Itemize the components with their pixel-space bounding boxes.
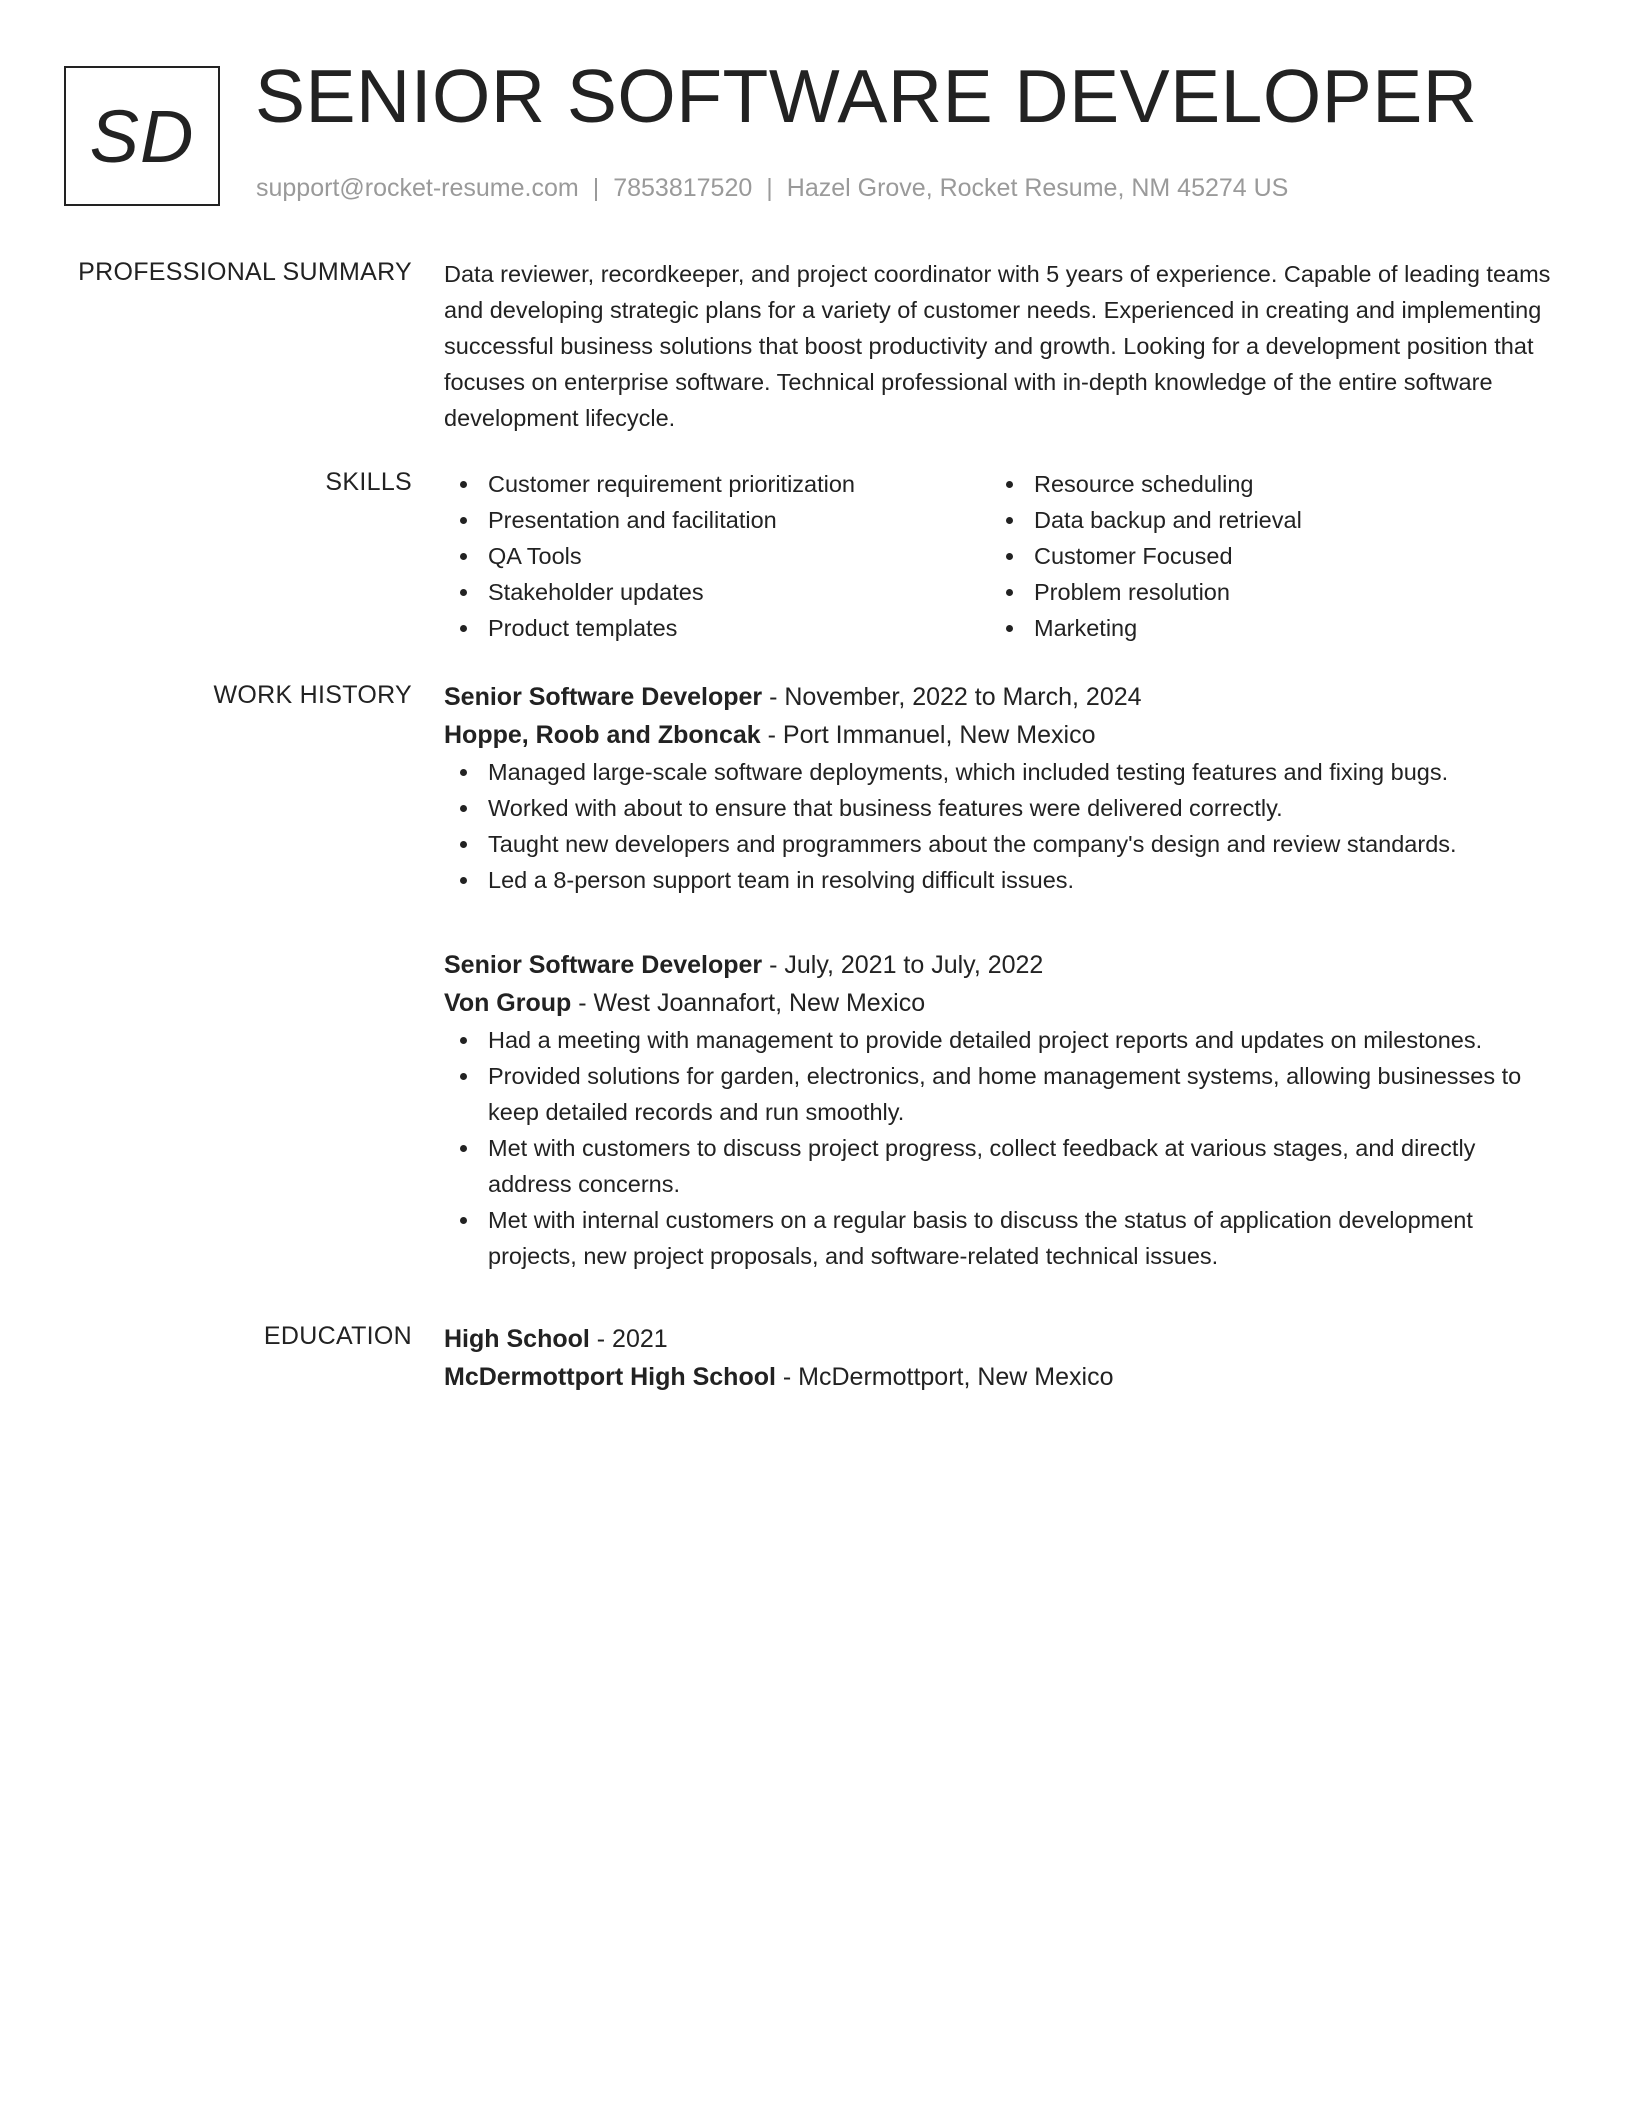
job-bullet: Led a 8-person support team in resolving difficult issues.: [444, 862, 1554, 898]
contact-line: [256, 174, 1288, 203]
education-year: - 2021: [589, 1325, 668, 1353]
skill-item: Resource scheduling: [990, 466, 1536, 502]
skill-item: Customer requirement prioritization: [444, 466, 990, 502]
skill-item: Customer Focused: [990, 538, 1536, 574]
job-role: Senior Software Developer: [444, 683, 763, 711]
job-bullet: Met with customers to discuss project progress, collect feedback at various stages, and directly address concerns.: [444, 1130, 1554, 1202]
skill-item: Problem resolution: [990, 574, 1536, 610]
job-bullet: Worked with about to ensure that business features were delivered correctly.: [444, 790, 1554, 826]
education-degree: High School: [444, 1325, 590, 1353]
skill-item: Marketing: [990, 610, 1536, 646]
job-bullets: [444, 1022, 1554, 1274]
job-bullet: Had a meeting with management to provide detailed project reports and updates on milestones.: [444, 1022, 1554, 1058]
skills-section: [444, 466, 1554, 646]
education-school: McDermottport High School: [444, 1363, 776, 1391]
skills-list-right: [990, 466, 1536, 646]
page-title: SENIOR SOFTWARE DEVELOPER: [255, 54, 1478, 138]
education-degree-line: [444, 1320, 1554, 1358]
contact-email: support@rocket-resume.com: [256, 174, 579, 202]
job-entry: [444, 678, 1554, 898]
education-section: [444, 1320, 1554, 1396]
job-bullet: Provided solutions for garden, electronics, and home management systems, allowing businesses to keep detailed records and run smoothly.: [444, 1058, 1554, 1130]
job-location: - Port Immanuel, New Mexico: [760, 721, 1096, 749]
job-title-line: [444, 678, 1554, 716]
skills-label: SKILLS: [325, 468, 412, 496]
job-bullet: Taught new developers and programmers about the company's design and review standards.: [444, 826, 1554, 862]
skill-item: QA Tools: [444, 538, 990, 574]
monogram-box: [64, 66, 220, 206]
job-company-line: [444, 716, 1554, 754]
education-school-line: [444, 1358, 1554, 1396]
job-bullet: Met with internal customers on a regular basis to discuss the status of application development projects, new project proposals, and software-related technical issues.: [444, 1202, 1554, 1274]
summary-section: [444, 256, 1554, 436]
contact-separator: |: [766, 174, 773, 202]
job-title-line: [444, 946, 1554, 984]
skill-item: Product templates: [444, 610, 990, 646]
skill-item: Stakeholder updates: [444, 574, 990, 610]
job-bullets: [444, 754, 1554, 898]
job-dates: - November, 2022 to March, 2024: [762, 683, 1142, 711]
summary-label: PROFESSIONAL SUMMARY: [78, 258, 412, 286]
skill-item: Data backup and retrieval: [990, 502, 1536, 538]
job-dates: - July, 2021 to July, 2022: [762, 951, 1044, 979]
monogram: SD: [89, 94, 195, 178]
education-label: EDUCATION: [263, 1322, 412, 1350]
job-location: - West Joannafort, New Mexico: [571, 989, 926, 1017]
education-location: - McDermottport, New Mexico: [775, 1363, 1114, 1391]
job-bullet: Managed large-scale software deployments, which included testing features and fixing bugs.: [444, 754, 1554, 790]
contact-phone: 7853817520: [613, 174, 753, 202]
work-history-label: WORK HISTORY: [213, 681, 412, 709]
job-company: Hoppe, Roob and Zboncak: [444, 721, 761, 749]
skills-grid: [444, 466, 1554, 646]
contact-separator: |: [592, 174, 600, 202]
job-role: Senior Software Developer: [444, 951, 763, 979]
skill-item: Presentation and facilitation: [444, 502, 990, 538]
job-entry: [444, 946, 1554, 1274]
job-company-line: [444, 984, 1554, 1022]
job-company: Von Group: [444, 989, 572, 1017]
contact-address: Hazel Grove, Rocket Resume, NM 45274 US: [786, 174, 1289, 202]
summary-text: Data reviewer, recordkeeper, and project coordinator with 5 years of experience. Capable of leading teams and developing strategic plans for a variety of customer needs. Experienced in creating and implementing successful business solutions that boost productivity and growth. Looking for a development position that focuses on enterprise software. Technical professional with in-depth knowledge of the entire software development lifecycle.: [444, 261, 1551, 431]
skills-list-left: [444, 466, 990, 646]
